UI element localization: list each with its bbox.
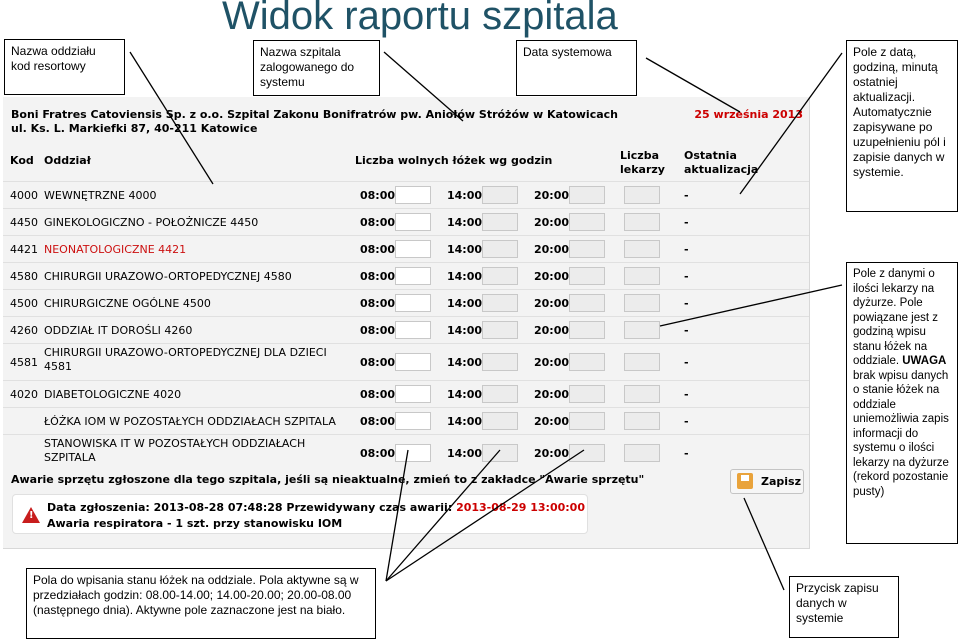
callout-doctors-rest: brak wpisu danych o stanie łóżek na oddziale uniemożliwia zapis informacji do systemu o ilości lekarzy na dyżurze (rekord pozostanie pusty)	[853, 369, 949, 498]
bed-count-input[interactable]	[569, 444, 605, 462]
alert-report-info: Data zgłoszenia: 2013-08-28 07:48:28 Przewidywany czas awarii:	[47, 501, 457, 514]
callout-hospital-name: Nazwa szpitala zalogowanego do systemu	[253, 40, 380, 96]
time-slot-label: 20:00	[534, 189, 570, 202]
ward-code: 4000	[10, 189, 38, 202]
hospital-report-panel	[3, 97, 810, 549]
bed-count-input[interactable]	[482, 353, 518, 371]
bed-count-input[interactable]	[569, 213, 605, 231]
table-row	[3, 262, 809, 290]
save-button-label: Zapisz	[761, 475, 801, 488]
header-oddzial: Oddział	[44, 154, 91, 167]
table-row	[3, 343, 809, 381]
table-row	[3, 208, 809, 236]
callout-system-date: Data systemowa	[516, 40, 637, 96]
time-slot-label: 08:00	[360, 324, 396, 337]
last-update-value: -	[684, 324, 689, 337]
last-update-value: -	[684, 270, 689, 283]
table-row	[3, 434, 809, 472]
last-update-value: -	[684, 297, 689, 310]
ward-code: 4450	[10, 216, 38, 229]
alerts-title: Awarie sprzętu zgłoszone dla tego szpitala, jeśli są nieaktualne, zmień to z zakładce "Awarie sprzętu"	[11, 473, 645, 486]
time-slot-label: 08:00	[360, 447, 396, 460]
time-slot-label: 20:00	[534, 447, 570, 460]
bed-count-input[interactable]	[569, 186, 605, 204]
bed-count-input[interactable]	[395, 267, 431, 285]
bed-count-input[interactable]	[482, 186, 518, 204]
time-slot-label: 08:00	[360, 243, 396, 256]
time-slot-label: 20:00	[534, 356, 570, 369]
system-date: 25 września 2013	[694, 108, 803, 121]
ward-name: DIABETOLOGICZNE 4020	[44, 388, 182, 401]
doctors-count-input[interactable]	[624, 353, 660, 371]
bed-count-input[interactable]	[569, 321, 605, 339]
bed-count-input[interactable]	[395, 321, 431, 339]
last-update-value: -	[684, 243, 689, 256]
header-doctors-line2: lekarzy	[620, 163, 665, 176]
bed-count-input[interactable]	[482, 321, 518, 339]
bed-count-input[interactable]	[482, 213, 518, 231]
doctors-count-input[interactable]	[624, 294, 660, 312]
table-row	[3, 289, 809, 317]
time-slot-label: 08:00	[360, 297, 396, 310]
time-slot-label: 14:00	[447, 356, 483, 369]
time-slot-label: 14:00	[447, 415, 483, 428]
time-slot-label: 08:00	[360, 415, 396, 428]
last-update-value: -	[684, 388, 689, 401]
bed-count-input[interactable]	[482, 240, 518, 258]
callout-doctors-warn: UWAGA	[902, 355, 947, 367]
bed-count-input[interactable]	[569, 412, 605, 430]
time-slot-label: 14:00	[447, 270, 483, 283]
table-row	[3, 380, 809, 408]
ward-code: 4580	[10, 270, 38, 283]
header-last-line1: Ostatnia	[684, 149, 737, 162]
alert-box	[12, 494, 588, 534]
time-slot-label: 14:00	[447, 388, 483, 401]
header-kod: Kod	[10, 154, 34, 167]
time-slot-label: 20:00	[534, 415, 570, 428]
time-slot-label: 08:00	[360, 270, 396, 283]
bed-count-input[interactable]	[482, 385, 518, 403]
floppy-disk-icon	[737, 473, 753, 489]
ward-name: NEONATOLOGICZNE 4421	[44, 243, 187, 256]
save-button[interactable]	[730, 469, 804, 494]
table-row	[3, 316, 809, 344]
time-slot-label: 20:00	[534, 297, 570, 310]
ward-name: GINEKOLOGICZNO - POŁOŻNICZE 4450	[44, 216, 259, 229]
table-row	[3, 181, 809, 209]
warning-icon: !	[22, 507, 40, 523]
callout-ward-name: Nazwa oddziału kod resortowy	[4, 39, 125, 95]
ward-code: 4421	[10, 243, 38, 256]
table-row	[3, 407, 809, 435]
callout-beds-field: Pola do wpisania stanu łóżek na oddziale. Pola aktywne są w przedziałach godzin: 08.00-14.00; 14.00-20.00; 20.00-08.00 (następnego dnia). Aktywne pole zaznaczone jest na biało.	[26, 568, 376, 639]
time-slot-label: 20:00	[534, 324, 570, 337]
time-slot-label: 14:00	[447, 243, 483, 256]
last-update-value: -	[684, 216, 689, 229]
ward-name: CHIRURGICZNE OGÓLNE 4500	[44, 297, 211, 310]
table-row	[3, 235, 809, 263]
doctors-count-input[interactable]	[624, 444, 660, 462]
ward-code: 4020	[10, 388, 38, 401]
alert-expected-time: 2013-08-29 13:00:00	[456, 501, 585, 514]
time-slot-label: 08:00	[360, 356, 396, 369]
bed-count-input[interactable]	[569, 353, 605, 371]
alert-line-2: Awaria respiratora - 1 szt. przy stanowisku IOM	[47, 517, 343, 530]
callout-doctors-intro: Pole z danymi o ilości lekarzy na dyżurze. Pole powiązane jest z godziną wpisu stanu łóżek na oddziale.	[853, 268, 939, 367]
last-update-value: -	[684, 189, 689, 202]
time-slot-label: 14:00	[447, 324, 483, 337]
bed-count-input[interactable]	[395, 444, 431, 462]
ward-name: ODDZIAŁ IT DOROŚLI 4260	[44, 324, 193, 337]
bed-count-input[interactable]	[569, 294, 605, 312]
doctors-count-input[interactable]	[624, 321, 660, 339]
time-slot-label: 20:00	[534, 243, 570, 256]
bed-count-input[interactable]	[395, 412, 431, 430]
time-slot-label: 20:00	[534, 216, 570, 229]
last-update-value: -	[684, 447, 689, 460]
ward-name: ŁÓŻKA IOM W POZOSTAŁYCH ODDZIAŁACH SZPITALA	[44, 415, 336, 428]
bed-count-input[interactable]	[482, 444, 518, 462]
ward-name: STANOWISKA IT W POZOSTAŁYCH ODDZIAŁACH SZPITALA	[44, 437, 306, 464]
alert-line-1	[47, 501, 585, 514]
doctors-count-input[interactable]	[624, 240, 660, 258]
header-beds: Liczba wolnych łóżek wg godzin	[355, 154, 553, 167]
time-slot-label: 14:00	[447, 297, 483, 310]
ward-code: 4581	[10, 356, 38, 369]
time-slot-label: 08:00	[360, 216, 396, 229]
bed-count-input[interactable]	[482, 294, 518, 312]
bed-count-input[interactable]	[482, 267, 518, 285]
doctors-count-input[interactable]	[624, 267, 660, 285]
bed-count-input[interactable]	[482, 412, 518, 430]
page-title: Widok raportu szpitala	[222, 0, 618, 38]
bed-count-input[interactable]	[569, 267, 605, 285]
callout-doctors-field	[846, 262, 958, 544]
header-last-line2: aktualizacja	[684, 163, 759, 176]
callout-date-field: Pole z datą, godziną, minutą ostatniej aktualizacji. Automatycznie zapisywane po uzupełnieniu pól i zapisie danych w systemie.	[846, 40, 958, 212]
time-slot-label: 20:00	[534, 270, 570, 283]
header-doctors	[620, 149, 665, 177]
doctors-count-input[interactable]	[624, 412, 660, 430]
doctors-count-input[interactable]	[624, 385, 660, 403]
ward-code: 4500	[10, 297, 38, 310]
bed-count-input[interactable]	[395, 385, 431, 403]
hospital-address: ul. Ks. L. Markiefki 87, 40-211 Katowice	[11, 122, 258, 135]
ward-name: CHIRURGII URAZOWO-ORTOPEDYCZNEJ 4580	[44, 270, 292, 283]
last-update-value: -	[684, 415, 689, 428]
bed-count-input[interactable]	[395, 240, 431, 258]
last-update-value: -	[684, 356, 689, 369]
hospital-name: Boni Fratres Catoviensis Sp. z o.o. Szpital Zakonu Bonifratrów pw. Aniołów Stróżów w Katowicach	[11, 108, 618, 121]
bed-count-input[interactable]	[395, 353, 431, 371]
time-slot-label: 14:00	[447, 189, 483, 202]
bed-count-input[interactable]	[569, 240, 605, 258]
ward-name: CHIRURGII URAZOWO-ORTOPEDYCZNEJ DLA DZIECI 4581	[44, 346, 327, 373]
bed-count-input[interactable]	[569, 385, 605, 403]
bed-count-input[interactable]	[395, 294, 431, 312]
time-slot-label: 20:00	[534, 388, 570, 401]
bed-count-input[interactable]	[395, 186, 431, 204]
time-slot-label: 14:00	[447, 216, 483, 229]
bed-count-input[interactable]	[395, 213, 431, 231]
header-doctors-line1: Liczba	[620, 149, 659, 162]
doctors-count-input[interactable]	[624, 186, 660, 204]
doctors-count-input[interactable]	[624, 213, 660, 231]
header-last-update	[684, 149, 758, 177]
ward-name: WEWNĘTRZNE 4000	[44, 189, 157, 202]
ward-code: 4260	[10, 324, 38, 337]
time-slot-label: 14:00	[447, 447, 483, 460]
callout-save-button: Przycisk zapisu danych w systemie	[789, 576, 899, 638]
time-slot-label: 08:00	[360, 189, 396, 202]
time-slot-label: 08:00	[360, 388, 396, 401]
